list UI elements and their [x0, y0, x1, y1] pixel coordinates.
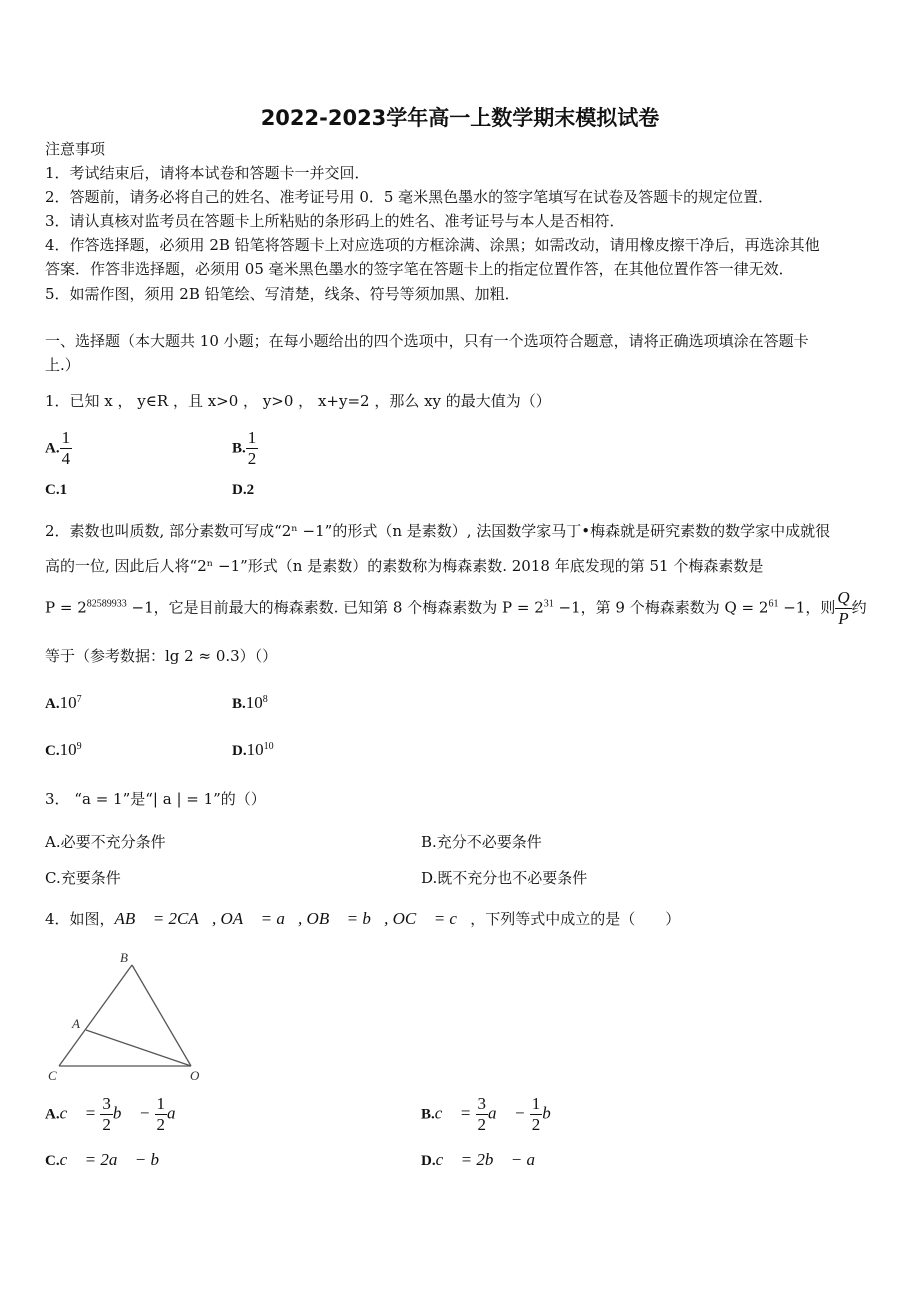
- text: a⃗: [167, 1103, 189, 1123]
- edge-bc: [59, 965, 132, 1066]
- option-label: B.: [232, 696, 246, 712]
- text: c⃗ = 2b⃗ − a⃗: [435, 1150, 549, 1169]
- option-label: C.: [45, 743, 60, 759]
- numerator: Q: [837, 588, 850, 607]
- numerator: 1: [247, 428, 257, 447]
- section-heading: 一、选择题（本大题共 10 小题；在每小题给出的四个选项中，只有一个选项符合题意，请将正确选项填涂在答题卡: [45, 332, 809, 350]
- point-label-o: O: [190, 1068, 200, 1083]
- point-label-b: B: [120, 950, 128, 965]
- option-label: A.: [45, 1106, 60, 1123]
- text: b⃗ −: [112, 1103, 155, 1123]
- numerator: 1: [531, 1094, 541, 1113]
- edge-bo: [132, 965, 191, 1066]
- exponent: 10: [263, 741, 274, 752]
- denominator: P: [838, 609, 849, 628]
- notice-item: 5．如需作图，须用 2B 铅笔绘、写清楚，线条、符号等须加黑、加粗．: [45, 285, 520, 303]
- denominator: 2: [531, 1115, 541, 1134]
- numerator: 3: [102, 1094, 111, 1113]
- text: 约: [851, 598, 867, 617]
- notice-item: 4．作答选择题，必须用 2B 铅笔将答题卡上对应选项的方框涂满、涂黑；如需改动，请用橡皮擦干净后，再选涂其他: [45, 236, 820, 254]
- text: c⃗ =: [59, 1103, 101, 1123]
- exponent: 9: [76, 741, 82, 752]
- vector-equation: AB⃗ = 2CA⃗, OA⃗ = a⃗, OB⃗ = b⃗, OC⃗ = c⃗: [114, 909, 471, 928]
- q2-option-d[interactable]: [232, 740, 274, 760]
- notice-item: 1．考试结束后，请将本试卷和答题卡一并交回．: [45, 164, 370, 182]
- denominator: 2: [102, 1115, 111, 1134]
- q2-option-b[interactable]: [232, 693, 268, 713]
- q4-option-d[interactable]: [421, 1150, 548, 1170]
- q3-option-c[interactable]: C.充要条件: [45, 869, 121, 887]
- exponent: 31: [543, 598, 554, 610]
- numerator: 1: [156, 1094, 166, 1113]
- text: a⃗ −: [488, 1103, 530, 1123]
- option-label: D.: [232, 743, 247, 759]
- base: 10: [246, 740, 264, 759]
- q3-stem: 3． “a = 1”是“| a | = 1”的（）: [45, 790, 266, 808]
- denominator: 4: [61, 449, 71, 468]
- q4-stem: [45, 908, 680, 929]
- exponent: 61: [768, 598, 779, 610]
- text: −1，则: [778, 598, 836, 617]
- q1-option-d[interactable]: D.2: [232, 482, 255, 498]
- notice-item: 3．请认真核对监考员在答题卡上所粘贴的条形码上的姓名、准考证号与本人是否相符．: [45, 212, 625, 230]
- denominator: 2: [156, 1115, 166, 1134]
- option-label: C.: [45, 1153, 60, 1169]
- q2-option-a[interactable]: [45, 693, 82, 713]
- exponent: 7: [76, 694, 82, 705]
- text: ，下列等式中成立的是（ ）: [470, 910, 681, 928]
- base: 10: [59, 693, 77, 712]
- point-label-a: A: [72, 1016, 80, 1031]
- q2-stem-line1: 2．素数也叫质数, 部分素数可写成“2ⁿ −1”的形式（n 是素数）, 法国数学家马丁•梅森就是研究素数的数学家中成就很: [45, 522, 831, 540]
- denominator: 2: [247, 449, 257, 468]
- q2-stem-line3: [45, 588, 867, 629]
- q3-option-b[interactable]: B.充分不必要条件: [421, 833, 542, 851]
- section-heading-cont: 上.）: [45, 356, 80, 374]
- notice-item: 2．答题前，请务必将自己的姓名、准考证号用 0．5 毫米黑色墨水的签字笔填写在试卷及答题卡的规定位置．: [45, 188, 774, 206]
- q2-stem-line2: 高的一位, 因此后人将“2ⁿ −1”形式（n 是素数）的素数称为梅森素数. 2018 年底发现的第 51 个梅森素数是: [45, 557, 764, 575]
- point-label-c: C: [48, 1068, 57, 1083]
- base: 10: [59, 740, 77, 759]
- q1-option-a[interactable]: [45, 428, 72, 469]
- notice-item: 答案．作答非选择题，必须用 05 毫米黑色墨水的签字笔在答题卡上的指定位置作答，在其他位置作答一律无效．: [45, 260, 794, 278]
- numerator: 3: [477, 1094, 487, 1113]
- exponent: 8: [262, 694, 268, 705]
- exponent: 82589933: [86, 598, 127, 610]
- option-label: A.: [45, 696, 60, 712]
- text: P = 2: [45, 598, 87, 617]
- option-label: B.: [421, 1106, 435, 1123]
- text: c⃗ =: [434, 1103, 476, 1123]
- q1-stem: 1．已知 x ， y∈R ，且 x>0 ， y>0 ， x+y=2 ，那么 xy 的最大值为（）: [45, 392, 551, 410]
- text: b⃗: [542, 1103, 564, 1123]
- text: c⃗ = 2a⃗ − b⃗: [59, 1150, 173, 1169]
- text: −1，第 9 个梅森素数为 Q = 2: [553, 598, 769, 617]
- q2-option-c[interactable]: [45, 740, 82, 760]
- q4-option-b[interactable]: [421, 1094, 564, 1135]
- numerator: 1: [61, 428, 71, 447]
- text: −1，它是目前最大的梅森素数. 已知第 8 个梅森素数为 P = 2: [126, 598, 544, 617]
- q4-option-c[interactable]: [45, 1150, 172, 1170]
- q3-option-d[interactable]: D.既不充分也不必要条件: [421, 869, 588, 887]
- option-label: D.: [421, 1153, 436, 1169]
- text: 4．如图，: [45, 910, 115, 928]
- q4-option-a[interactable]: [45, 1094, 189, 1135]
- triangle-figure: [40, 950, 210, 1085]
- q1-option-c[interactable]: C.1: [45, 482, 68, 498]
- edge-ao: [86, 1030, 191, 1066]
- page-title: 2022-2023学年高一上数学期末模拟试卷: [260, 106, 660, 130]
- notice-heading: 注意事项: [45, 140, 106, 158]
- base: 10: [245, 693, 263, 712]
- q1-option-b[interactable]: [232, 428, 258, 469]
- option-label: B.: [232, 440, 246, 457]
- denominator: 2: [477, 1115, 487, 1134]
- q2-stem-line4: 等于（参考数据：lg 2 ≈ 0.3）（）: [45, 647, 278, 665]
- option-label: A.: [45, 440, 60, 457]
- q3-option-a[interactable]: A.必要不充分条件: [45, 833, 166, 851]
